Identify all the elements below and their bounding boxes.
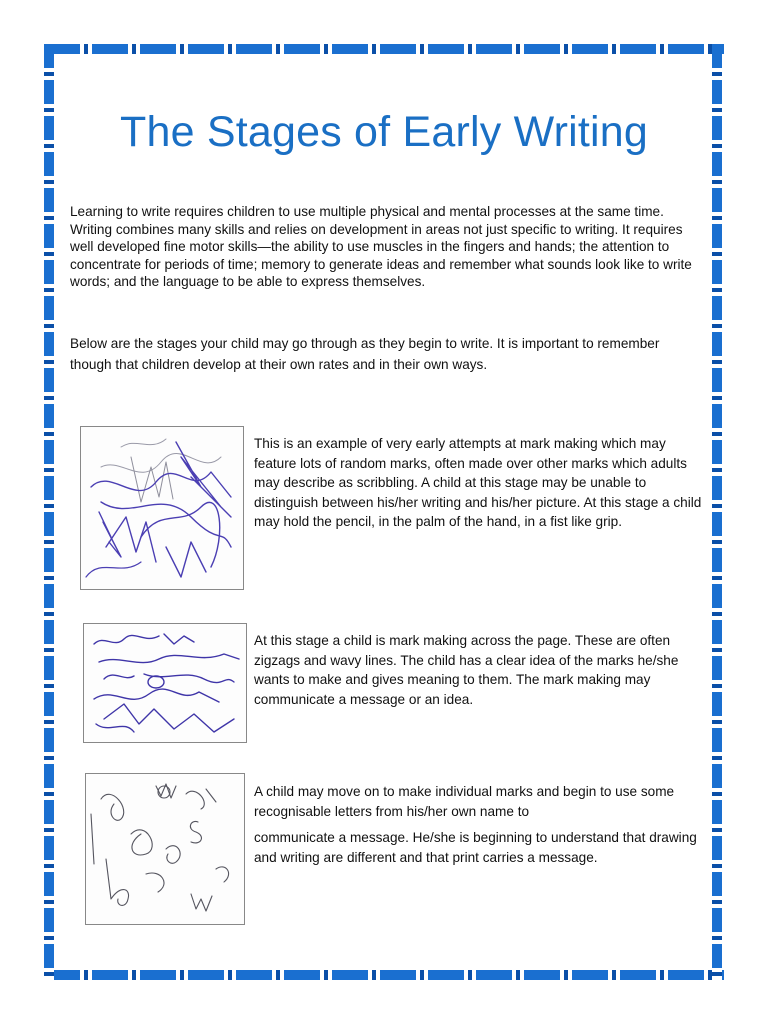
stage-2-wavy-lines-image	[83, 623, 247, 743]
page-border-top	[44, 44, 724, 54]
stages-intro-paragraph: Below are the stages your child may go through as they begin to write. It is important to remember though that children develop at their own rates and in their own ways.	[70, 336, 660, 372]
stage-3-letters-image	[85, 773, 245, 925]
stage-3-description-part-2: communicate a message. He/she is beginning to understand that drawing and writing are different and that print carries a message.	[254, 830, 697, 865]
stage-1-description: This is an example of very early attempts at mark making which may feature lots of random marks, often made over other marks which adults may describe as scribbling. A child at this stage may be unable to distinguish between his/her writing and his/her picture. At this stage a child may hold the pencil, in the palm of the hand, in a fist like grip.	[254, 436, 702, 530]
page-border-bottom	[44, 970, 724, 980]
stage-2-description: At this stage a child is mark making across the page. These are often zigzags and wavy lines. The child has a clear idea of the marks he/she wants to make and gives meaning to them. The mark making may communicate a message or an idea.	[254, 633, 679, 707]
page-border-left	[44, 44, 54, 980]
stage-3-description-part-1: A child may move on to make individual marks and begin to use some recognisable letters from his/her own name to	[254, 784, 675, 819]
page-title: The Stages of Early Writing	[120, 108, 648, 156]
stage-1-scribble-image	[80, 426, 244, 590]
page-border-right	[712, 44, 722, 980]
intro-paragraph: Learning to write requires children to use multiple physical and mental processes at the same time. Writing combines many skills and relies on development in areas not just specific to writing. It requires well developed fine motor skills—the ability to use muscles in the fingers and hands; the attention to concentrate for periods of time; memory to generate ideas and remember what sounds look like to write words; and the language to be able to express themselves.	[70, 204, 692, 290]
